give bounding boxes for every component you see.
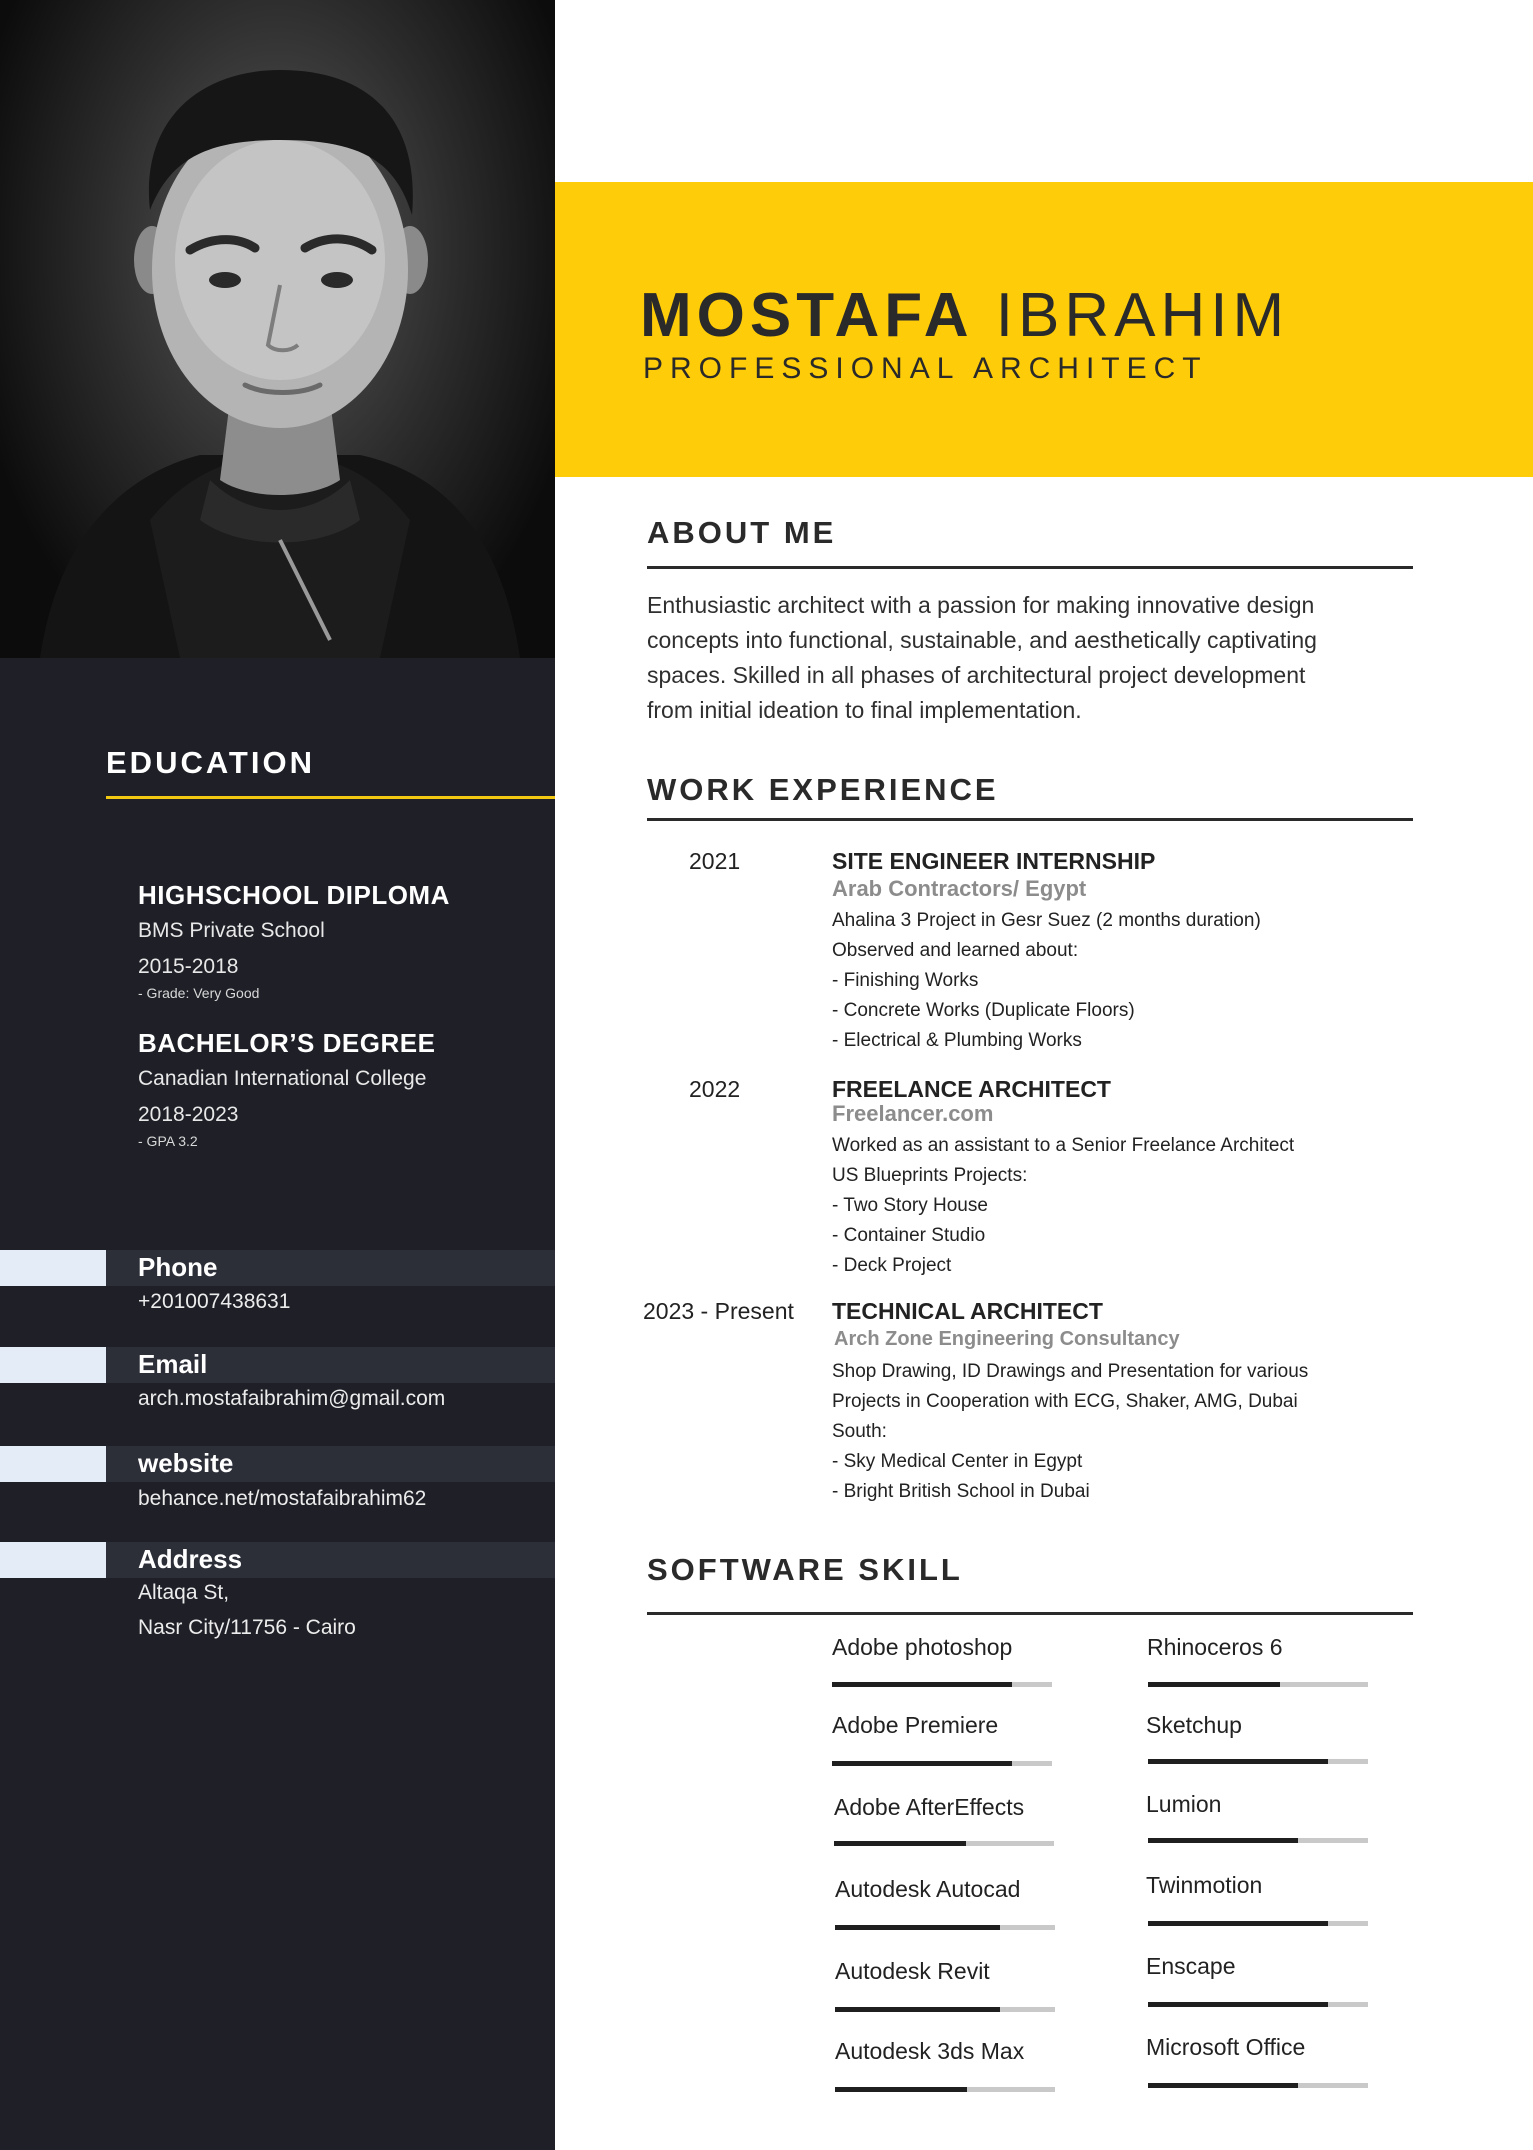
skill-name: Adobe AfterEffects xyxy=(834,1794,1025,1820)
job-detail-line: South: xyxy=(832,1421,887,1442)
skill-bar-fill xyxy=(834,1841,966,1846)
skill-bar xyxy=(834,1841,1054,1846)
job-company: Arch Zone Engineering Consultancy xyxy=(834,1328,1180,1350)
contact-band-website xyxy=(0,1446,555,1482)
skill-name: Enscape xyxy=(1146,1953,1236,1979)
skill-name: Rhinoceros 6 xyxy=(1147,1634,1283,1660)
skill-bar-fill xyxy=(1148,1682,1280,1687)
skill-bar-fill xyxy=(835,2087,967,2092)
about-heading: ABOUT ME xyxy=(647,515,837,550)
skill-bar xyxy=(1148,2002,1368,2007)
skill-bar xyxy=(835,2087,1055,2092)
education-note: - Grade: Very Good xyxy=(138,985,260,1001)
education-school: Canadian International College xyxy=(138,1067,427,1090)
job-details xyxy=(832,1131,1294,1281)
job-detail-line: - Bright British School in Dubai xyxy=(832,1481,1090,1502)
about-line: spaces. Skilled in all phases of architectural project development xyxy=(647,662,1306,688)
skill-bar-fill xyxy=(1148,1759,1328,1764)
skill-bar xyxy=(832,1682,1052,1687)
contact-value-address-line1: Altaqa St, xyxy=(138,1581,230,1604)
skill-bar-fill xyxy=(1148,1921,1328,1926)
job-detail-line: - Deck Project xyxy=(832,1255,952,1276)
skill-name: Sketchup xyxy=(1146,1712,1242,1738)
education-years: 2015-2018 xyxy=(138,955,239,978)
education-years: 2018-2023 xyxy=(138,1103,239,1126)
education-divider xyxy=(106,796,555,799)
job-title: FREELANCE ARCHITECT xyxy=(832,1076,1111,1102)
about-line: Enthusiastic architect with a passion for making innovative design xyxy=(647,592,1315,618)
job-detail-line: Shop Drawing, ID Drawings and Presentation for various xyxy=(832,1361,1309,1382)
job-detail-line: - Container Studio xyxy=(832,1225,986,1246)
education-item xyxy=(138,880,450,1001)
skill-name: Adobe Premiere xyxy=(832,1712,999,1738)
skill-bar xyxy=(1148,1921,1368,1926)
skill-bar xyxy=(835,1925,1055,1930)
experience-divider xyxy=(647,818,1413,821)
about-line: from initial ideation to final implementation. xyxy=(647,697,1082,723)
job-detail-line: - Sky Medical Center in Egypt xyxy=(832,1451,1083,1472)
job-detail-line: - Two Story House xyxy=(832,1195,988,1216)
contact-accent xyxy=(0,1250,106,1286)
contact-label-website: website xyxy=(138,1448,234,1478)
skill-bar-fill xyxy=(1148,2083,1298,2088)
contact-accent xyxy=(0,1542,106,1578)
contact-label-address: Address xyxy=(138,1544,243,1574)
skill-bar-fill xyxy=(1148,1838,1298,1843)
job-year: 2023 - Present xyxy=(643,1298,794,1324)
skill-bar-fill xyxy=(832,1761,1012,1766)
education-school: BMS Private School xyxy=(138,919,325,942)
contact-band-address xyxy=(0,1542,555,1578)
skill-name: Twinmotion xyxy=(1146,1872,1263,1898)
job-detail-line: US Blueprints Projects: xyxy=(832,1165,1028,1186)
skill-bar-fill xyxy=(1148,2002,1328,2007)
education-note: - GPA 3.2 xyxy=(138,1133,198,1149)
job-detail-line: - Concrete Works (Duplicate Floors) xyxy=(832,1000,1135,1021)
skill-name: Microsoft Office xyxy=(1146,2034,1306,2060)
job-title: SITE ENGINEER INTERNSHIP xyxy=(832,848,1156,874)
job-detail-line: - Electrical & Plumbing Works xyxy=(832,1030,1082,1051)
skill-bar xyxy=(835,2007,1055,2012)
skill-bar xyxy=(1148,1838,1368,1843)
skills-divider xyxy=(647,1612,1413,1615)
skill-name: Lumion xyxy=(1146,1791,1222,1817)
skill-bar xyxy=(1148,1759,1368,1764)
profile-photo xyxy=(0,0,555,658)
contact-label-email: Email xyxy=(138,1349,208,1379)
experience-heading: WORK EXPERIENCE xyxy=(647,772,999,807)
first-name: MOSTAFA xyxy=(640,281,974,350)
job-detail-line: Worked as an assistant to a Senior Freelance Architect xyxy=(832,1135,1295,1156)
contact-value-website[interactable]: behance.net/mostafaibrahim62 xyxy=(138,1487,427,1510)
contact-value-address-line2: Nasr City/11756 - Cairo xyxy=(138,1616,356,1639)
job-detail-line: Projects in Cooperation with ECG, Shaker, AMG, Dubai xyxy=(832,1391,1298,1412)
education-degree: BACHELOR’S DEGREE xyxy=(138,1028,436,1058)
contact-band-phone xyxy=(0,1250,555,1286)
last-name: IBRAHIM xyxy=(995,281,1290,350)
education-degree: HIGHSCHOOL DIPLOMA xyxy=(138,880,450,910)
contact-value-email[interactable]: arch.mostafaibrahim@gmail.com xyxy=(138,1387,446,1410)
education-heading: EDUCATION xyxy=(106,745,315,780)
skill-name: Autodesk Revit xyxy=(835,1958,990,1984)
job-details xyxy=(832,906,1261,1056)
job-title: TECHNICAL ARCHITECT xyxy=(832,1298,1103,1324)
skill-name: Adobe photoshop xyxy=(832,1634,1013,1660)
person-name xyxy=(640,280,1289,351)
skill-name: Autodesk 3ds Max xyxy=(835,2038,1025,2064)
skill-bar-fill xyxy=(835,2007,1000,2012)
contact-band-email xyxy=(0,1347,555,1383)
skill-bar xyxy=(1148,2083,1368,2088)
job-detail-line: Ahalina 3 Project in Gesr Suez (2 months duration) xyxy=(832,910,1261,931)
job-year: 2022 xyxy=(689,1076,741,1102)
education-item xyxy=(138,1028,435,1149)
job-detail-line: Observed and learned about: xyxy=(832,940,1079,961)
sidebar xyxy=(0,0,555,2150)
skill-bar xyxy=(832,1761,1052,1766)
job-company: Arab Contractors/ Egypt xyxy=(832,876,1087,901)
job-company: Freelancer.com xyxy=(832,1101,994,1126)
job-detail-line: - Finishing Works xyxy=(832,970,979,991)
skill-bar-fill xyxy=(835,1925,1000,1930)
contact-accent xyxy=(0,1446,106,1482)
portrait-illustration xyxy=(0,0,555,658)
about-text xyxy=(647,588,1427,728)
skill-bar-fill xyxy=(832,1682,1012,1687)
skill-bar xyxy=(1148,1682,1368,1687)
contact-label-phone: Phone xyxy=(138,1252,218,1282)
skill-name: Autodesk Autocad xyxy=(835,1876,1021,1902)
job-role: PROFESSIONAL ARCHITECT xyxy=(643,352,1208,385)
job-year: 2021 xyxy=(689,848,741,874)
skills-heading: SOFTWARE SKILL xyxy=(647,1552,963,1587)
contact-value-phone[interactable]: +201007438631 xyxy=(138,1290,291,1313)
job-details xyxy=(832,1357,1308,1507)
about-divider xyxy=(647,566,1413,569)
contact-accent xyxy=(0,1347,106,1383)
about-line: concepts into functional, sustainable, and aesthetically captivating xyxy=(647,627,1317,653)
